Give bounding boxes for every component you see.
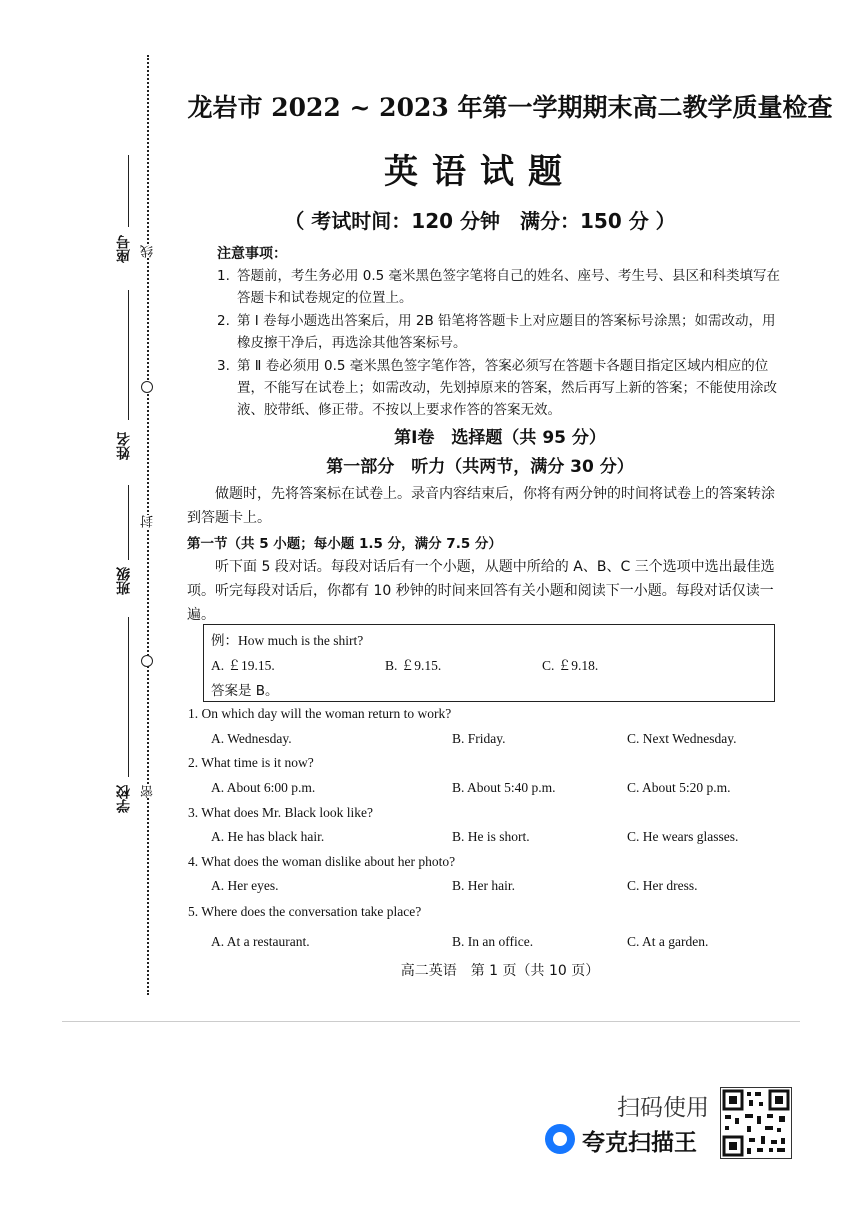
scan-to-use-text: 扫码使用 xyxy=(617,1095,709,1121)
example-option-a: A. ￡19.15. xyxy=(211,658,275,673)
question-4-option-b: B. Her hair. xyxy=(452,878,515,893)
quark-logo-icon xyxy=(545,1124,575,1154)
question-5: 5. Where does the conversation take place? xyxy=(188,904,422,919)
margin-label-school: 学校 xyxy=(116,785,132,813)
question-5-option-b: B. In an office. xyxy=(452,934,534,949)
question-1: 1. On which day will the woman return to work? xyxy=(188,706,452,721)
question-1-option-a: A. Wednesday. xyxy=(211,731,292,746)
qr-code-icon[interactable] xyxy=(720,1087,792,1159)
notice-item xyxy=(217,265,787,309)
section-intro: 听下面 5 段对话。每段对话后有一个小题，从题中所给的 A、B、C 三个选项中选出最佳选项。听完每段对话后，你都有 10 秒钟的时间来回答有关小题和阅读下一小题。每段对话仅读一遍。 xyxy=(187,559,775,623)
part-intro: 做题时，先将答案标在试卷上。录音内容结束后，你将有两分钟的时间将试卷上的答案转涂到答题卡上。 xyxy=(187,486,775,526)
margin-fill-line xyxy=(128,617,129,777)
exam-time-info: （ 考试时间：120 分钟 满分：150 分 ） xyxy=(284,209,676,233)
binding-hole-mark xyxy=(141,381,153,393)
notice-number: 2. xyxy=(217,313,230,329)
seal-char-seal: 封 xyxy=(141,515,156,528)
margin-label-class: 班级 xyxy=(116,567,132,595)
part-heading: 第一部分 听力（共两节，满分 30 分） xyxy=(326,457,634,477)
notice-number: 1. xyxy=(217,268,230,284)
question-3-option-a: A. He has black hair. xyxy=(211,829,325,844)
question-1-option-c: C. Next Wednesday. xyxy=(627,731,737,746)
page-divider xyxy=(62,1021,800,1022)
question-2: 2. What time is it now? xyxy=(188,755,314,770)
question-2-option-c: C. About 5:20 p.m. xyxy=(627,780,731,795)
notice-text: 答题前，考生务必用 0.5 毫米黑色签字笔将自己的姓名、座号、考生号、县区和科类填写在答题卡和试卷规定的位置上。 xyxy=(237,268,781,306)
question-1-option-b: B. Friday. xyxy=(452,731,506,746)
binding-hole-mark xyxy=(141,655,153,667)
question-4: 4. What does the woman dislike about her photo? xyxy=(188,854,456,869)
notice-heading: 注意事项： xyxy=(217,246,287,262)
question-4-option-c: C. Her dress. xyxy=(627,878,698,893)
question-3-option-c: C. He wears glasses. xyxy=(627,829,739,844)
volume-heading: 第Ⅰ卷 选择题（共 95 分） xyxy=(394,428,606,448)
question-2-option-b: B. About 5:40 p.m. xyxy=(452,780,556,795)
section-heading: 第一节（共 5 小题；每小题 1.5 分，满分 7.5 分） xyxy=(187,536,502,552)
example-box xyxy=(203,624,775,702)
margin-fill-line xyxy=(128,155,129,227)
example-option-b: B. ￡9.15. xyxy=(385,658,442,673)
question-3-option-b: B. He is short. xyxy=(452,829,530,844)
margin-fill-line xyxy=(128,485,129,560)
question-4-option-a: A. Her eyes. xyxy=(211,878,279,893)
notice-number: 3. xyxy=(217,358,230,374)
margin-label-name: 姓名 xyxy=(116,432,132,460)
example-answer: 答案是 B。 xyxy=(211,683,279,699)
subject-title: 英语试题 xyxy=(384,152,576,192)
notice-text: 第 Ⅱ 卷必须用 0.5 毫米黑色签字笔作答，答案必须写在答题卡各题目指定区域内相应的位置，不能写在试卷上；如需改动，先划掉原来的答案，然后再写上新的答案；不能使用涂改液、胶带纸、修正带。不按以上要求作答的答案无效。 xyxy=(237,358,777,418)
question-5-option-c: C. At a garden. xyxy=(627,934,709,949)
qr-code-graphic xyxy=(721,1088,791,1158)
seal-char-secret: 密 xyxy=(141,785,156,798)
page-footer: 高二英语 第 1 页（共 10 页） xyxy=(400,963,600,979)
scanner-brand: 夸克扫描王 xyxy=(582,1130,697,1156)
margin-fill-line xyxy=(128,290,129,420)
question-5-option-a: A. At a restaurant. xyxy=(211,934,310,949)
example-question: 例：How much is the shirt? xyxy=(211,633,364,648)
seal-char-line: 线 xyxy=(141,245,156,258)
margin-label-seat: 座号 xyxy=(116,235,132,263)
notice-text: 第 Ⅰ 卷每小题选出答案后，用 2B 铅笔将答题卡上对应题目的答案标号涂黑；如需改动，用橡皮擦干净后，再选涂其他答案标号。 xyxy=(237,313,776,351)
question-2-option-a: A. About 6:00 p.m. xyxy=(211,780,316,795)
question-3: 3. What does Mr. Black look like? xyxy=(188,805,373,820)
notice-item xyxy=(217,310,787,354)
example-option-c: C. ￡9.18. xyxy=(542,658,599,673)
notice-item xyxy=(217,355,787,421)
exam-title: 龙岩市 2022 ~ 2023 年第一学期期末高二教学质量检查 xyxy=(187,93,833,122)
